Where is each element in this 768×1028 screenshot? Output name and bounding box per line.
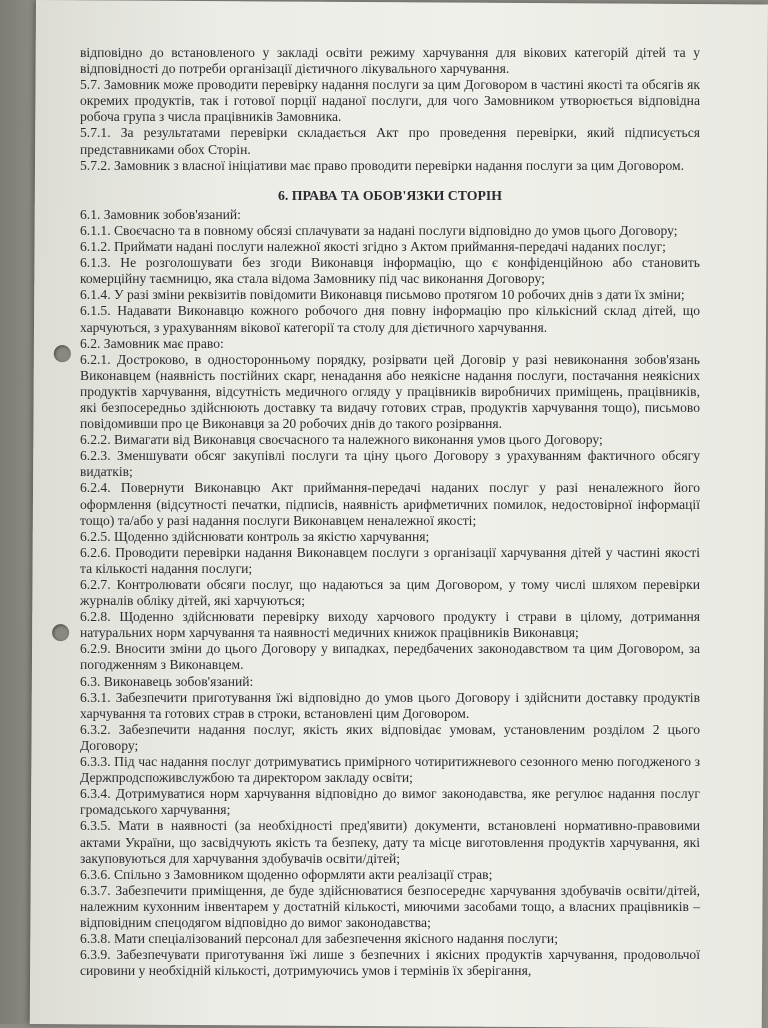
paragraph-6-1-3: 6.1.3. Не розголошувати без згоди Виконавця інформацію, що є конфіденційною або становить комерційну таємницю, яка стала відома Замовнику під час виконання Договору; — [80, 255, 700, 287]
paragraph-6-2-2: 6.2.2. Вимагати від Виконавця своєчасного та належного виконання умов цього Договору; — [80, 432, 603, 448]
paragraph-6-1-1: 6.1.1. Своєчасно та в повному обсязі сплачувати за надані послуги відповідно до умов цього Договору; — [80, 222, 678, 238]
paragraph-6-3-3: 6.3.3. Під час надання послуг дотримуватись примірного чотиритижневого сезонного меню погодженого з Держпродспоживслужбою та директором закладу освіти; — [80, 754, 700, 786]
paragraph-5-7-1: 5.7.1. За результатами перевірки складається Акт про проведення перевірки, який підписується представниками обох Сторін. — [80, 125, 700, 157]
paragraph-6-1: 6.1. Замовник зобов'язаний: — [80, 206, 241, 222]
paragraph-6-3-9: 6.3.9. Забезпечувати приготування їжі лише з безпечних і якісних продуктів харчування, продовольчої сировини у необхідній кількості, дотримуючись умов і термінів їх зберігання, — [80, 947, 700, 979]
paragraph-6-3-2: 6.3.2. Забезпечити надання послуг, якість яких відповідає умовам, установленим розділом 2 цього Договору; — [80, 721, 700, 753]
punch-hole-top — [54, 345, 71, 362]
paragraph-6-3-7: 6.3.7. Забезпечити приміщення, де буде здійснюватися безпосереднє харчування здобувачів освіти/дітей, належним кухонним інвентарем у достатній кількості, миючими засобами тощо, а власних працівників – відповідним спецодягом відповідно до вимог законодавства; — [80, 882, 700, 930]
paragraph-6-2-8: 6.2.8. Щоденно здійснювати перевірку виходу харчового продукту і страви в цілому, дотримання натуральних норм харчування та наявності медичних книжок працівників Виконавця; — [80, 609, 700, 641]
paragraph-continuation: відповідно до встановленого у закладі освіти режиму харчування для вікових категорій дітей та у відповідності до потреби організації дієтичного лікувального харчування. — [80, 45, 700, 77]
paragraph-6-2-3: 6.2.3. Зменшувати обсяг закупівлі послуги та ціну цього Договору з урахуванням фактичного обсягу видатків; — [80, 448, 700, 480]
section-heading: 6. ПРАВА ТА ОБОВ'ЯЗКИ СТОРІН — [277, 187, 503, 203]
paragraph-6-2-6: 6.2.6. Проводити перевірки надання Виконавцем послуги з організації харчування дітей у частині якості та кількості надання послуги; — [80, 544, 700, 576]
paragraph-5-7-2: 5.7.2. Замовник з власної ініціативи має право проводити перевірки надання послуги за цим Договором. — [80, 157, 685, 173]
paragraph-6-3-6: 6.3.6. Спільно з Замовником щоденно оформляти акти реалізації страв; — [80, 866, 493, 882]
paragraph-6-3-8: 6.3.8. Мати спеціалізований персонал для забезпечення якісного надання послуги; — [80, 931, 558, 947]
paragraph-5-7: 5.7. Замовник може проводити перевірку надання послуги за цим Договором в частині якості та обсягів як окремих продуктів, так і готової порції наданої послуги, для чого Замовником утворюється відповідна робоча група з числа працівників Замовника. — [80, 77, 700, 125]
paragraph-6-3-1: 6.3.1. Забезпечити приготування їжі відповідно до умов цього Договору і здійснити доставку продуктів харчування та готових страв в строки, встановлені цим Договором. — [80, 689, 700, 721]
paragraph-6-2: 6.2. Замовник має право: — [80, 335, 224, 351]
paragraph-6-2-7: 6.2.7. Контролювати обсяги послуг, що надаються за цим Договором, у тому числі шляхом перевірки журналів обліку дітей, які харчуються; — [80, 577, 700, 609]
paragraph-6-3-4: 6.3.4. Дотримуватися норм харчування відповідно до вимог законодавства, яке регулює надання послуг громадського харчування; — [80, 786, 700, 818]
punch-hole-bottom — [52, 624, 69, 641]
paragraph-6-2-4: 6.2.4. Повернути Виконавцю Акт приймання-передачі наданих послуг у разі неналежного його оформлення (відсутності печатки, підписів, наявність арифметичних помилок, недостовірної інформації тощо) та/або у разі надання послуги Виконавцем неналежної якості; — [80, 480, 700, 528]
paragraph-6-3: 6.3. Виконавець зобов'язаний: — [80, 673, 254, 689]
paragraph-6-2-5: 6.2.5. Щоденно здійснювати контроль за якістю харчування; — [80, 528, 430, 544]
paragraph-6-3-5: 6.3.5. Мати в наявності (за необхідності пред'явити) документи, встановлені нормативно-правовими актами України, що засвідчують якість та безпеку, дату та місце виготовлення продуктів харчування, які закуповуються для харчування здобувачів освіти/дітей; — [80, 818, 700, 866]
paragraph-6-2-1: 6.2.1. Достроково, в односторонньому порядку, розірвати цей Договір у разі невиконання зобов'язань Виконавцем (наявність постійних скарг, ненадання або неякісне надання послуги, постачання неякісних продуктів харчування, відсутність медичного огляду у працівників виробничих приміщень, працівників, які безпосередньо здійснюють доставку та видачу готових страв, продуктів харчування тощо), письмово повідомивши про це Виконавця за 20 робочих днів до такого розірвання. — [80, 351, 700, 432]
paragraph-6-1-5: 6.1.5. Надавати Виконавцю кожного робочого дня повну інформацію про кількісний склад дітей, що харчуються, з урахуванням вікової категорії та столу для дієтичного харчування. — [80, 303, 700, 335]
paragraph-6-1-2: 6.1.2. Приймати надані послуги належної якості згідно з Актом приймання-передачі наданих послуг; — [80, 239, 666, 255]
document-body — [80, 45, 700, 979]
paragraph-6-2-9: 6.2.9. Вносити зміни до цього Договору у випадках, передбачених законодавством та цим Договором, за погодженням з Виконавцем. — [80, 641, 700, 673]
paragraph-6-1-4: 6.1.4. У разі зміни реквізитів повідомити Виконавця письмово протягом 10 робочих днів з дати їх зміни; — [80, 287, 685, 303]
